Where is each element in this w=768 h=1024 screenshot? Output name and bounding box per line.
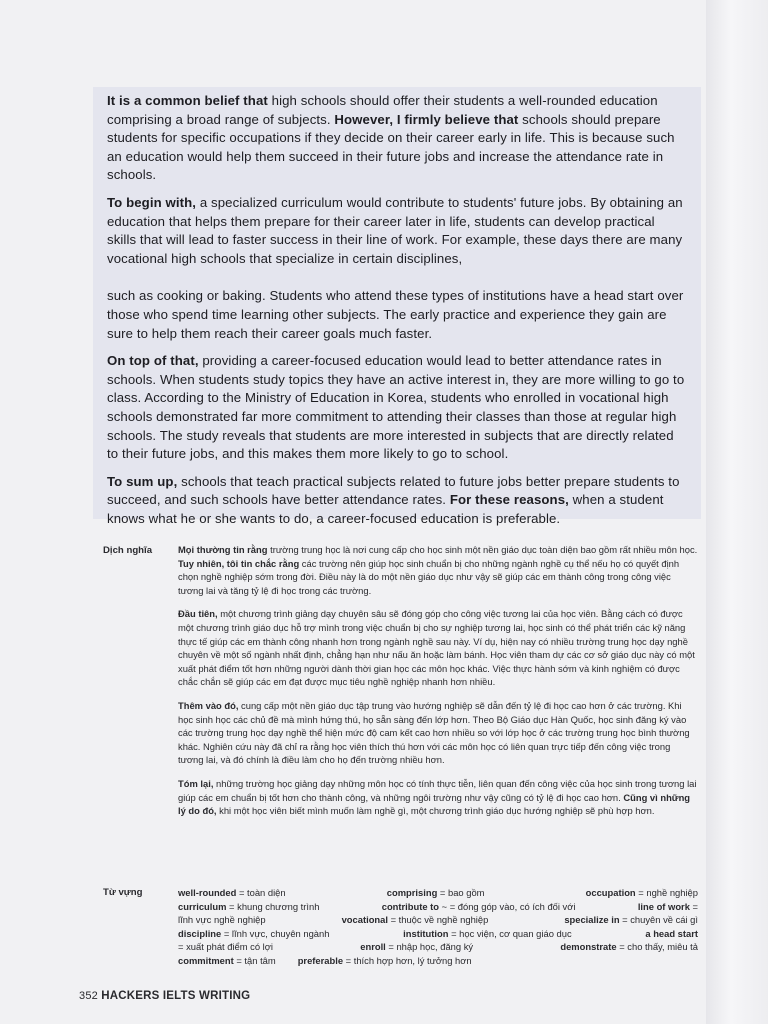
translation-text: những trường học giảng dạy những môn học có tính thực tiễn, liên quan đến công việc của học sinh trong tương lai giúp các em chuẩn bị tốt hơn cho thành công, và những ngôi trường như vậy cũng có tỷ lệ đi học cao hơn. [178,777,697,803]
signal-phrase: Tuy nhiên, tôi tin chắc rằng [178,557,300,569]
vocab-entry: vocational = thuộc về nghề nghiệp [341,914,489,926]
essay-text: schools that teach practical subjects related to future jobs better prepare students to succeed, and such schools have better attendance rates. [107,473,680,508]
translation-label: Dịch nghĩa [103,545,153,556]
vocab-entry: comprising = bao gồm [386,887,485,898]
translation-paragraph [178,607,698,689]
vocab-entry: line of work = [637,900,698,912]
signal-phrase: Mọi thường tin rằng [178,544,268,555]
translation-paragraph [178,777,698,818]
book-brand: HACKERS IELTS WRITING [101,990,251,1002]
translation-text: khi một học viên biết mình muốn làm nghề gì, một chương trình giáo dục hướng nghiệp sẽ phù hợp hơn. [216,805,655,817]
signal-phrase: For these reasons, [449,492,569,508]
vocab-entry: a head start [645,927,698,939]
essay-text: providing a career-focused education would lead to better attendance rates in schools. When students study topics they have an active interest in, they are more willing to go to class. According to the Ministry of Education in Korea, students who enrolled in vocational high schools demonstrated far more commitment to attending their classes than those at regular high schools. The study reveals that students are more interested in subjects that are directly related to their future jobs, and this makes them more likely to go to school. [107,353,685,462]
essay-paragraph-intro [107,92,687,185]
vocabulary-label: Từ vựng [103,887,143,898]
signal-phrase: Tóm lại, [178,777,214,789]
essay-paragraph-body2 [107,352,687,464]
vocab-entry: well-rounded = toàn diện [178,887,286,898]
page-footer [79,990,250,1002]
signal-phrase: Cũng vì những lý do đó, [178,791,691,817]
signal-phrase: It is a common belief that [107,93,268,108]
vocab-row [178,886,698,900]
vietnamese-translation [178,543,698,828]
vocabulary-list [178,886,698,968]
translation-paragraph [178,543,698,597]
translation-text: trường trung học là nơi cung cấp cho học sinh một nền giáo dục toàn diện bao gồm rất nhiều môn học. [267,544,698,555]
vocab-row [178,900,698,914]
vocab-entry: lĩnh vực nghề nghiệp [178,914,266,926]
essay-text: schools should prepare students for specific occupations if they decide on their career early in life. This is because such an education would help them succeed in their future jobs and increase the attendance rate in schools. [107,111,675,183]
essay-paragraph-body1 [107,194,687,268]
vocab-entry: curriculum = khung chương trình [178,900,320,912]
vocab-entry: discipline = lĩnh vực, chuyên ngành [178,927,330,939]
signal-phrase: However, I firmly believe that [334,111,519,127]
vocab-entry: institution = học viện, cơ quan giáo dục [403,927,572,939]
vocab-entry: enroll = nhập học, đăng ký [360,941,474,953]
vocab-entry: = xuất phát điểm có lợi [178,941,273,953]
signal-phrase: Đầu tiên, [178,608,218,620]
model-essay [107,92,687,537]
vocab-row [178,927,698,941]
vocab-entry: demonstrate = cho thấy, miêu tả [560,941,698,953]
page-number: 352 [79,990,98,1002]
signal-phrase: Thêm vào đó, [178,699,239,711]
essay-text: when a student knows what he or she wants to do, a career-focused education is preferable. [107,492,664,526]
essay-paragraph-conclusion [107,473,687,529]
vocab-row [178,913,698,927]
translation-text: cung cấp một nền giáo dục tập trung vào hướng nghiệp sẽ dẫn đến tỷ lệ đi học cao hơn ở các trường. Khi học sinh học các chủ đề mà mình hứng thú, họ sẵn sàng đến lớp hơn. Theo Bộ Giáo dục Hàn Quốc, học sinh đăng ký vào các trường trung học dạy nghề thể hiện mức độ cam kết cao hơn nhiều so với lớp học ở các trường trung học bình thường khác. Nghiên cứu này đã chỉ ra rằng học viên thích thú hơn với các môn học có liên quan trực tiếp đến công việc trong tương lai, và đó chính là điều làm cho họ đến trường nhiều hơn. [178,699,690,766]
vocab-entry: preferable = thích hợp hơn, lý tưởng hơn [297,954,472,966]
essay-text: high schools should offer their students a well-rounded education comprising a broad range of subjects. [107,93,658,127]
vocab-entry: commitment = tận tâm [178,954,276,966]
signal-phrase: On top of that, [107,353,199,369]
vocab-entry: occupation = nghề nghiệp [585,887,698,898]
signal-phrase: To sum up, [107,473,178,489]
essay-paragraph-body1-continued: such as cooking or baking. Students who attend these types of institutions have a head start over those who spend time learning other subjects. The early practice and experience they gain are sure to help them reach their career goals much faster. [107,288,684,341]
translation-text: một chương trình giảng dạy chuyên sâu sẽ đóng góp cho công việc tương lai của học viên. Bằng cách có được một chương trình giáo dục hỗ trợ mình trong việc chuẩn bị cho sự nghiệp tương lai, học sinh có thể phát triển các kỹ năng thực tế giúp các em thành công nhanh hơn trong ngành nghề sau này. Ví dụ, hiện nay có nhiều trường trung học dạy nghề chuyên về một số ngành nhất định, chẳng hạn như nấu ăn hoặc làm bánh. Học viên tham dự các cơ sở giáo dục này có một xuất phát điểm tốt hơn những người dành thời gian học các môn học khác. Việc thực hành sớm và kinh nghiệm có được chắc chắn sẽ giúp các em đạt được mục tiêu nghề nghiệp nhanh hơn nhiều. [178,608,695,688]
vocab-row [178,940,698,954]
essay-text: a specialized curriculum would contribute to students' future jobs. By obtaining an education that helps them prepare for their career later in life, students can develop practical skills that will lead to faster success in their line of work. For example, these days there are many vocational high schools that specialize in certain disciplines, [107,194,683,266]
page-edge [706,0,768,1024]
vocab-entry: contribute to ~ = đóng góp vào, có ích đối với [381,900,576,912]
vocab-entry: specialize in = chuyên về cái gì [564,914,698,926]
vocab-row [178,954,698,968]
translation-paragraph [178,699,698,767]
translation-text: các trường nên giúp học sinh chuẩn bị cho những ngành nghề cụ thể nếu họ có quyết định chọn nghề nghiệp sớm trong đời. Điều này là do một nền giáo dục như vậy sẽ giúp các em thành công trong công việc tương lai và tăng tỷ lệ đi học trong các trường. [178,557,680,596]
signal-phrase: To begin with, [107,194,197,210]
